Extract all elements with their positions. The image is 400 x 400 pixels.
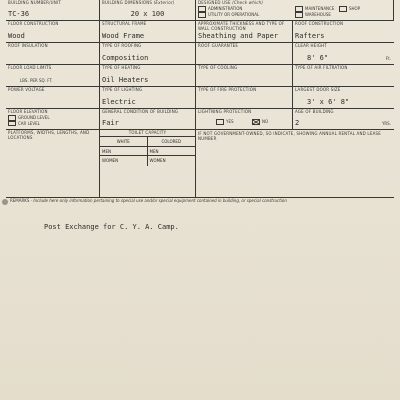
toilet-capacity-label: TOILET CAPACITY xyxy=(128,130,167,135)
age-value: 2 xyxy=(295,119,300,127)
toilet-men-row xyxy=(100,147,195,157)
roofing-cell xyxy=(100,43,196,65)
structural-frame-cell xyxy=(100,21,196,43)
remarks-header xyxy=(6,198,394,212)
age-cell xyxy=(293,109,394,130)
lightning-protection-label: LIGHTNING PROTECTION xyxy=(198,109,252,114)
clear-height-label: CLEAR HEIGHT xyxy=(295,43,328,48)
roof-construction-label: ROOF CONSTRUCTION xyxy=(295,21,344,26)
air-filtration-cell xyxy=(293,65,394,87)
cooling-cell xyxy=(196,65,293,87)
colored-header: COLORED xyxy=(161,139,182,144)
roof-guarantee-cell xyxy=(196,43,293,65)
largest-door-value: 3' x 6' 8" xyxy=(307,98,350,106)
men-colored-cell: MEN xyxy=(149,148,159,154)
option-lightning-yes[interactable]: YES xyxy=(216,119,252,125)
dimensions-label: BUILDING DIMENSIONS (Exterior) xyxy=(102,0,175,5)
white-header: WHITE xyxy=(100,137,148,146)
floor-elevation-cell xyxy=(6,109,100,130)
lightning-protection-options xyxy=(216,119,268,125)
roofing-value: Composition xyxy=(102,54,149,62)
checkbox-icon xyxy=(198,6,206,12)
option-warehouse[interactable]: WAREHOUSE xyxy=(295,12,331,18)
wall-construction-label: APPROXIMATE THICKNESS AND TYPE OF WALL CONSTRUCTION xyxy=(198,21,285,31)
women-colored-cell: WOMEN xyxy=(149,158,166,163)
floor-construction-value: Wood xyxy=(8,32,25,40)
building-number-label: BUILDING NUMBER/UNIT xyxy=(8,0,62,5)
wall-construction-cell xyxy=(196,21,293,43)
building-number-cell xyxy=(6,0,100,21)
power-voltage-label: POWER VOLTAGE xyxy=(8,87,45,92)
designed-use-cell xyxy=(196,0,394,21)
checkbox-icon xyxy=(339,6,347,12)
roof-construction-cell xyxy=(293,21,394,43)
floor-load-label: FLOOR LOAD LIMITS xyxy=(8,65,52,70)
lighting-cell xyxy=(100,87,196,109)
clear-height-value: 8' 6" xyxy=(307,54,329,62)
floor-construction-label: FLOOR CONSTRUCTION xyxy=(8,21,59,26)
condition-cell xyxy=(100,109,196,130)
age-unit: YRS. xyxy=(381,121,391,126)
platforms-label: PLATFORMS, WIDTHS, LENGTHS, AND LOCATIONS xyxy=(8,130,90,140)
building-data-grid xyxy=(6,0,394,198)
heating-label: TYPE OF HEATING xyxy=(102,65,141,70)
dimensions-cell xyxy=(100,0,196,21)
checkbox-icon xyxy=(8,121,16,127)
floor-construction-cell xyxy=(6,21,100,43)
roof-guarantee-label: ROOF GUARANTEE xyxy=(198,43,239,48)
women-white-cell: WOMEN xyxy=(100,156,148,166)
floor-load-cell xyxy=(6,65,100,87)
building-number-value: TC-36 xyxy=(8,10,30,18)
option-utility[interactable]: UTILITY OR OPERATIONAL xyxy=(198,12,295,18)
largest-door-cell xyxy=(293,87,394,109)
roof-insulation-cell xyxy=(6,43,100,65)
checkbox-icon xyxy=(295,12,303,18)
structural-frame-value: Wood Frame xyxy=(102,32,145,40)
designed-use-label: DESIGNED USE (Check which) xyxy=(198,0,264,5)
floor-elevation-label: FLOOR ELEVATION xyxy=(8,109,48,114)
lightning-protection-cell xyxy=(196,109,293,130)
cooling-label: TYPE OF COOLING xyxy=(198,65,238,70)
designed-use-options xyxy=(198,6,360,18)
wall-construction-value: Sheathing and Paper xyxy=(198,32,279,40)
roof-construction-value: Rafters xyxy=(295,32,325,40)
lighting-value: Electric xyxy=(102,98,136,106)
option-ground-level[interactable]: GROUND LEVEL xyxy=(8,115,50,121)
toilet-capacity-table xyxy=(100,136,195,197)
fire-protection-label: TYPE OF FIRE PROTECTION xyxy=(198,87,257,92)
roof-insulation-label: ROOF INSULATION xyxy=(8,43,48,48)
toilet-capacity-cell xyxy=(100,130,196,198)
platforms-cell xyxy=(6,130,100,198)
lighting-label: TYPE OF LIGHTING xyxy=(102,87,143,92)
clear-height-unit: Ft. xyxy=(385,56,391,61)
remarks-text: Post Exchange for C. Y. A. Camp. xyxy=(44,223,179,231)
checkbox-icon xyxy=(216,119,224,125)
remarks-label: REMARKS xyxy=(10,198,30,203)
option-shop[interactable]: SHOP xyxy=(339,6,360,12)
fire-protection-cell xyxy=(196,87,293,109)
men-white-cell: MEN xyxy=(100,147,148,156)
age-label: AGE OF BUILDING xyxy=(295,109,334,114)
ownership-cell xyxy=(196,130,394,198)
toilet-women-row xyxy=(100,156,195,166)
condition-label: GENERAL CONDITION OF BUILDING xyxy=(102,109,179,114)
clear-height-cell xyxy=(293,43,394,65)
largest-door-label: LARGEST DOOR SIZE xyxy=(295,87,341,92)
air-filtration-label: TYPE OF AIR FILTRATION xyxy=(295,65,348,70)
ownership-label: IF NOT GOVERNMENT-OWNED, SO INDICATE, SHOWING ANNUAL RENTAL AND LEASE NUMBER xyxy=(198,131,381,141)
toilet-header-row xyxy=(100,137,195,147)
power-voltage-cell xyxy=(6,87,100,109)
option-lightning-no[interactable]: NO xyxy=(252,119,268,125)
option-administration[interactable]: ADMINISTRATION xyxy=(198,6,295,12)
checkbox-icon xyxy=(198,12,206,18)
heating-cell xyxy=(100,65,196,87)
option-maintenance[interactable]: MAINTENANCE xyxy=(295,6,339,12)
checked-checkbox-icon xyxy=(252,119,260,125)
structural-frame-label: STRUCTURAL FRAME xyxy=(102,21,147,26)
roofing-label: TYPE OF ROOFING xyxy=(102,43,142,48)
remarks-instructions: - Include here only information pertaining to special use and/or special equipment contained in building, or special construction xyxy=(30,198,287,203)
option-car-level[interactable]: CAR LEVEL xyxy=(8,121,40,127)
heating-value: Oil Heaters xyxy=(102,76,149,84)
condition-value: Fair xyxy=(102,119,119,127)
dimensions-value: 20 x 100 xyxy=(130,10,165,18)
checkbox-icon xyxy=(295,6,303,12)
floor-load-unit: LBS. PER SQ. FT. xyxy=(20,78,53,83)
floor-elevation-options xyxy=(8,115,50,126)
